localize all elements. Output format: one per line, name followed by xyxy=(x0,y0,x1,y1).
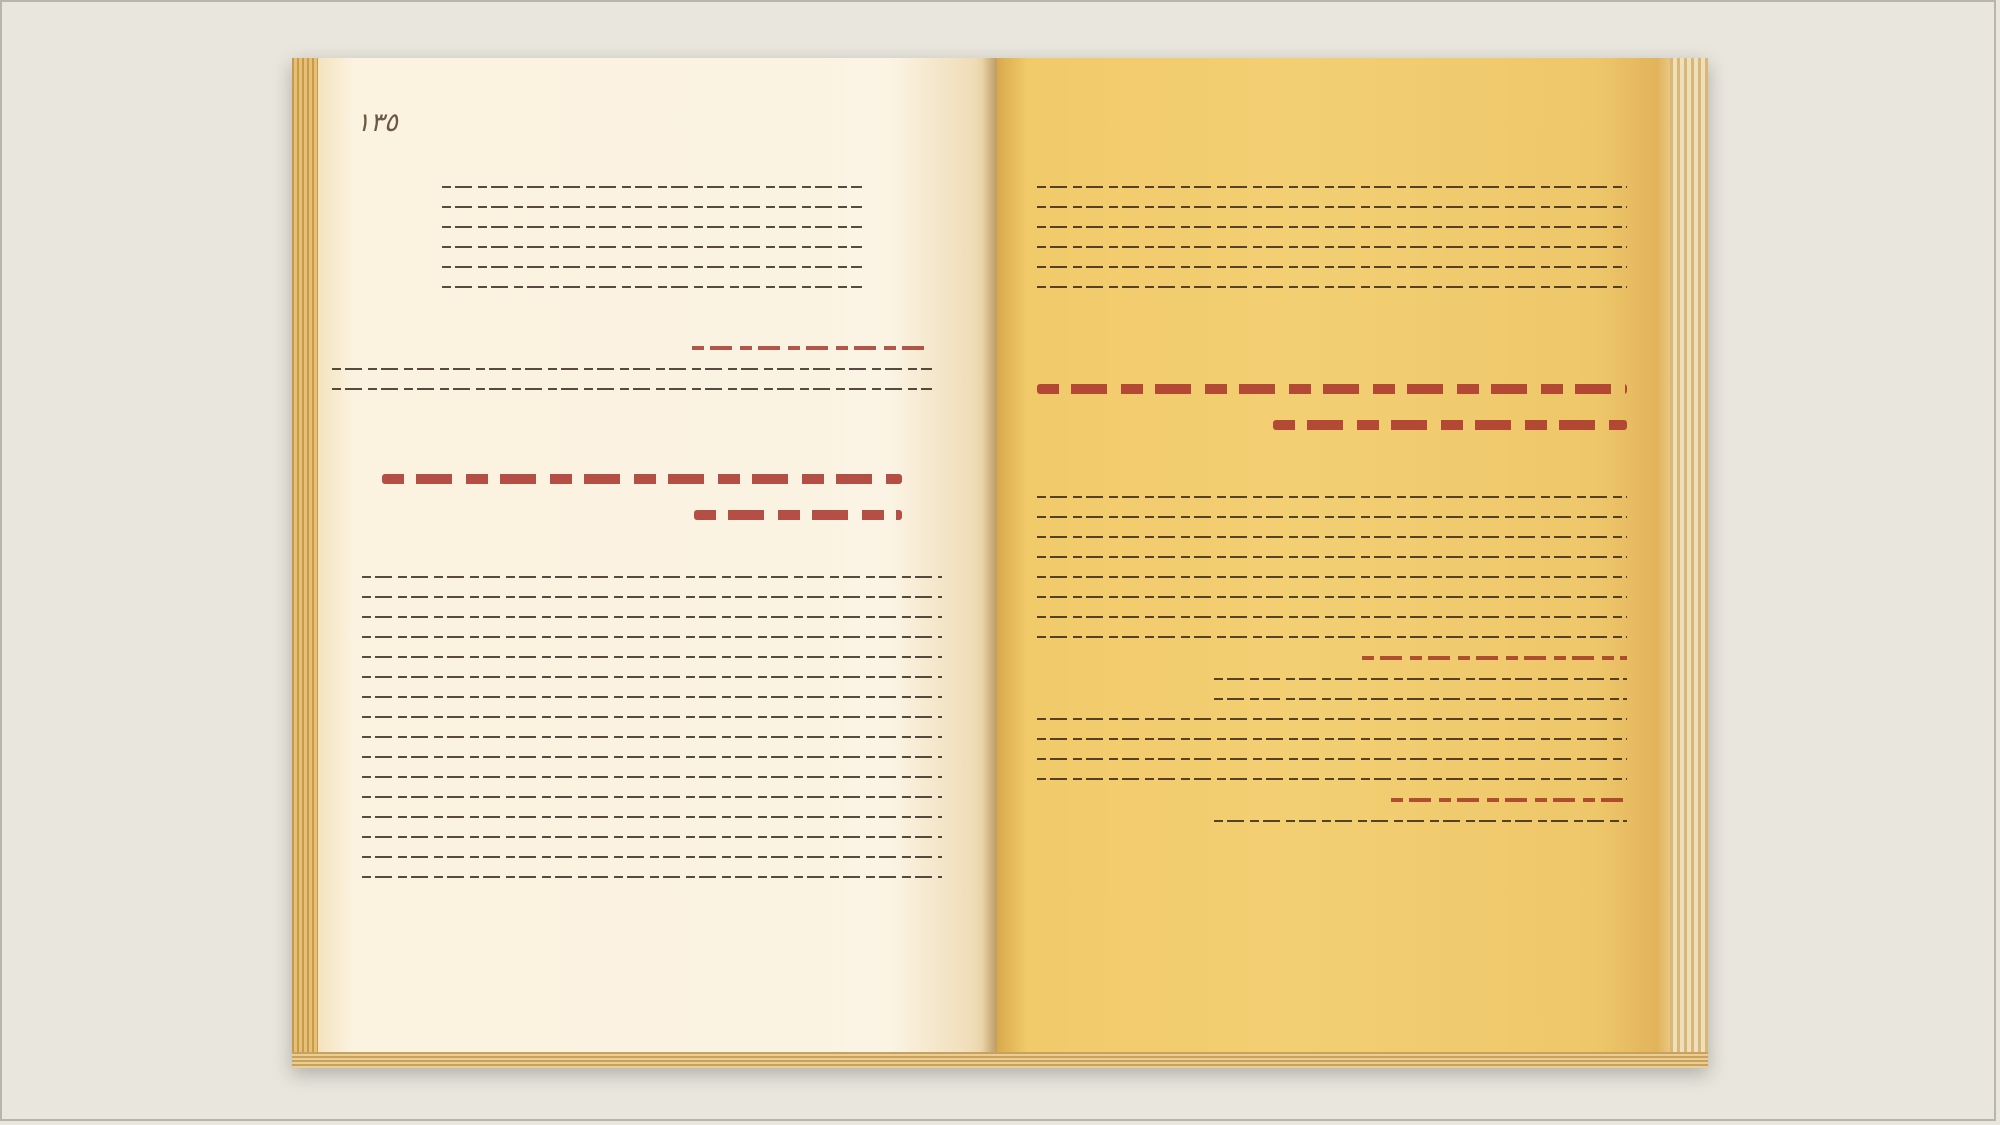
text-line xyxy=(362,596,942,598)
text-line xyxy=(1037,718,1627,720)
right-prose-intro xyxy=(1037,168,1627,306)
text-line xyxy=(1037,616,1627,618)
text-line xyxy=(362,616,942,618)
folio-number: ١٣٥ xyxy=(356,108,398,138)
left-prose-intro xyxy=(332,328,932,408)
left-body-text xyxy=(362,558,942,896)
text-line xyxy=(442,206,862,208)
heading-line xyxy=(1273,420,1627,430)
text-line xyxy=(1037,516,1627,518)
text-line xyxy=(1037,266,1627,268)
text-line xyxy=(442,246,862,248)
right-body-text xyxy=(1037,478,1627,840)
text-line xyxy=(362,876,942,878)
text-line xyxy=(362,756,942,758)
text-line xyxy=(362,836,942,838)
text-line xyxy=(1037,496,1627,498)
text-line xyxy=(362,796,942,798)
text-line xyxy=(362,716,942,718)
right-page-edges xyxy=(1670,58,1708,1068)
text-line xyxy=(1037,738,1627,740)
text-line xyxy=(1037,286,1627,288)
text-line xyxy=(1037,758,1627,760)
text-line xyxy=(1037,186,1627,188)
text-line xyxy=(1214,820,1627,822)
left-verse-block xyxy=(442,168,862,306)
heading-line xyxy=(694,510,902,520)
text-line xyxy=(1037,206,1627,208)
text-line xyxy=(1037,556,1627,558)
left-page-edges xyxy=(292,58,318,1068)
text-line xyxy=(362,636,942,638)
text-line xyxy=(362,816,942,818)
right-page xyxy=(997,58,1708,1068)
text-line xyxy=(442,186,862,188)
text-line xyxy=(1037,636,1627,638)
text-line xyxy=(362,676,942,678)
text-line xyxy=(332,368,932,370)
text-line xyxy=(442,226,862,228)
text-line xyxy=(1214,678,1627,680)
text-line xyxy=(1037,246,1627,248)
text-line xyxy=(442,266,862,268)
text-line xyxy=(362,736,942,738)
rubric-line xyxy=(692,346,932,350)
heading-line xyxy=(382,474,902,484)
text-line xyxy=(362,576,942,578)
text-line xyxy=(1037,576,1627,578)
heading-line xyxy=(1037,384,1627,394)
rubric-line xyxy=(1391,798,1627,802)
text-line xyxy=(362,856,942,858)
open-manuscript xyxy=(292,58,1708,1068)
text-line xyxy=(362,776,942,778)
text-line xyxy=(1037,536,1627,538)
text-line xyxy=(1037,778,1627,780)
text-line xyxy=(332,388,932,390)
text-line xyxy=(1214,698,1627,700)
text-line xyxy=(362,696,942,698)
rubric-line xyxy=(1362,656,1628,660)
text-line xyxy=(442,286,862,288)
left-page xyxy=(292,58,997,1068)
text-line xyxy=(1037,226,1627,228)
right-heading xyxy=(1037,358,1627,456)
text-line xyxy=(1037,596,1627,598)
book-bottom-edge xyxy=(292,1052,1708,1068)
text-line xyxy=(362,656,942,658)
left-heading xyxy=(382,448,902,546)
